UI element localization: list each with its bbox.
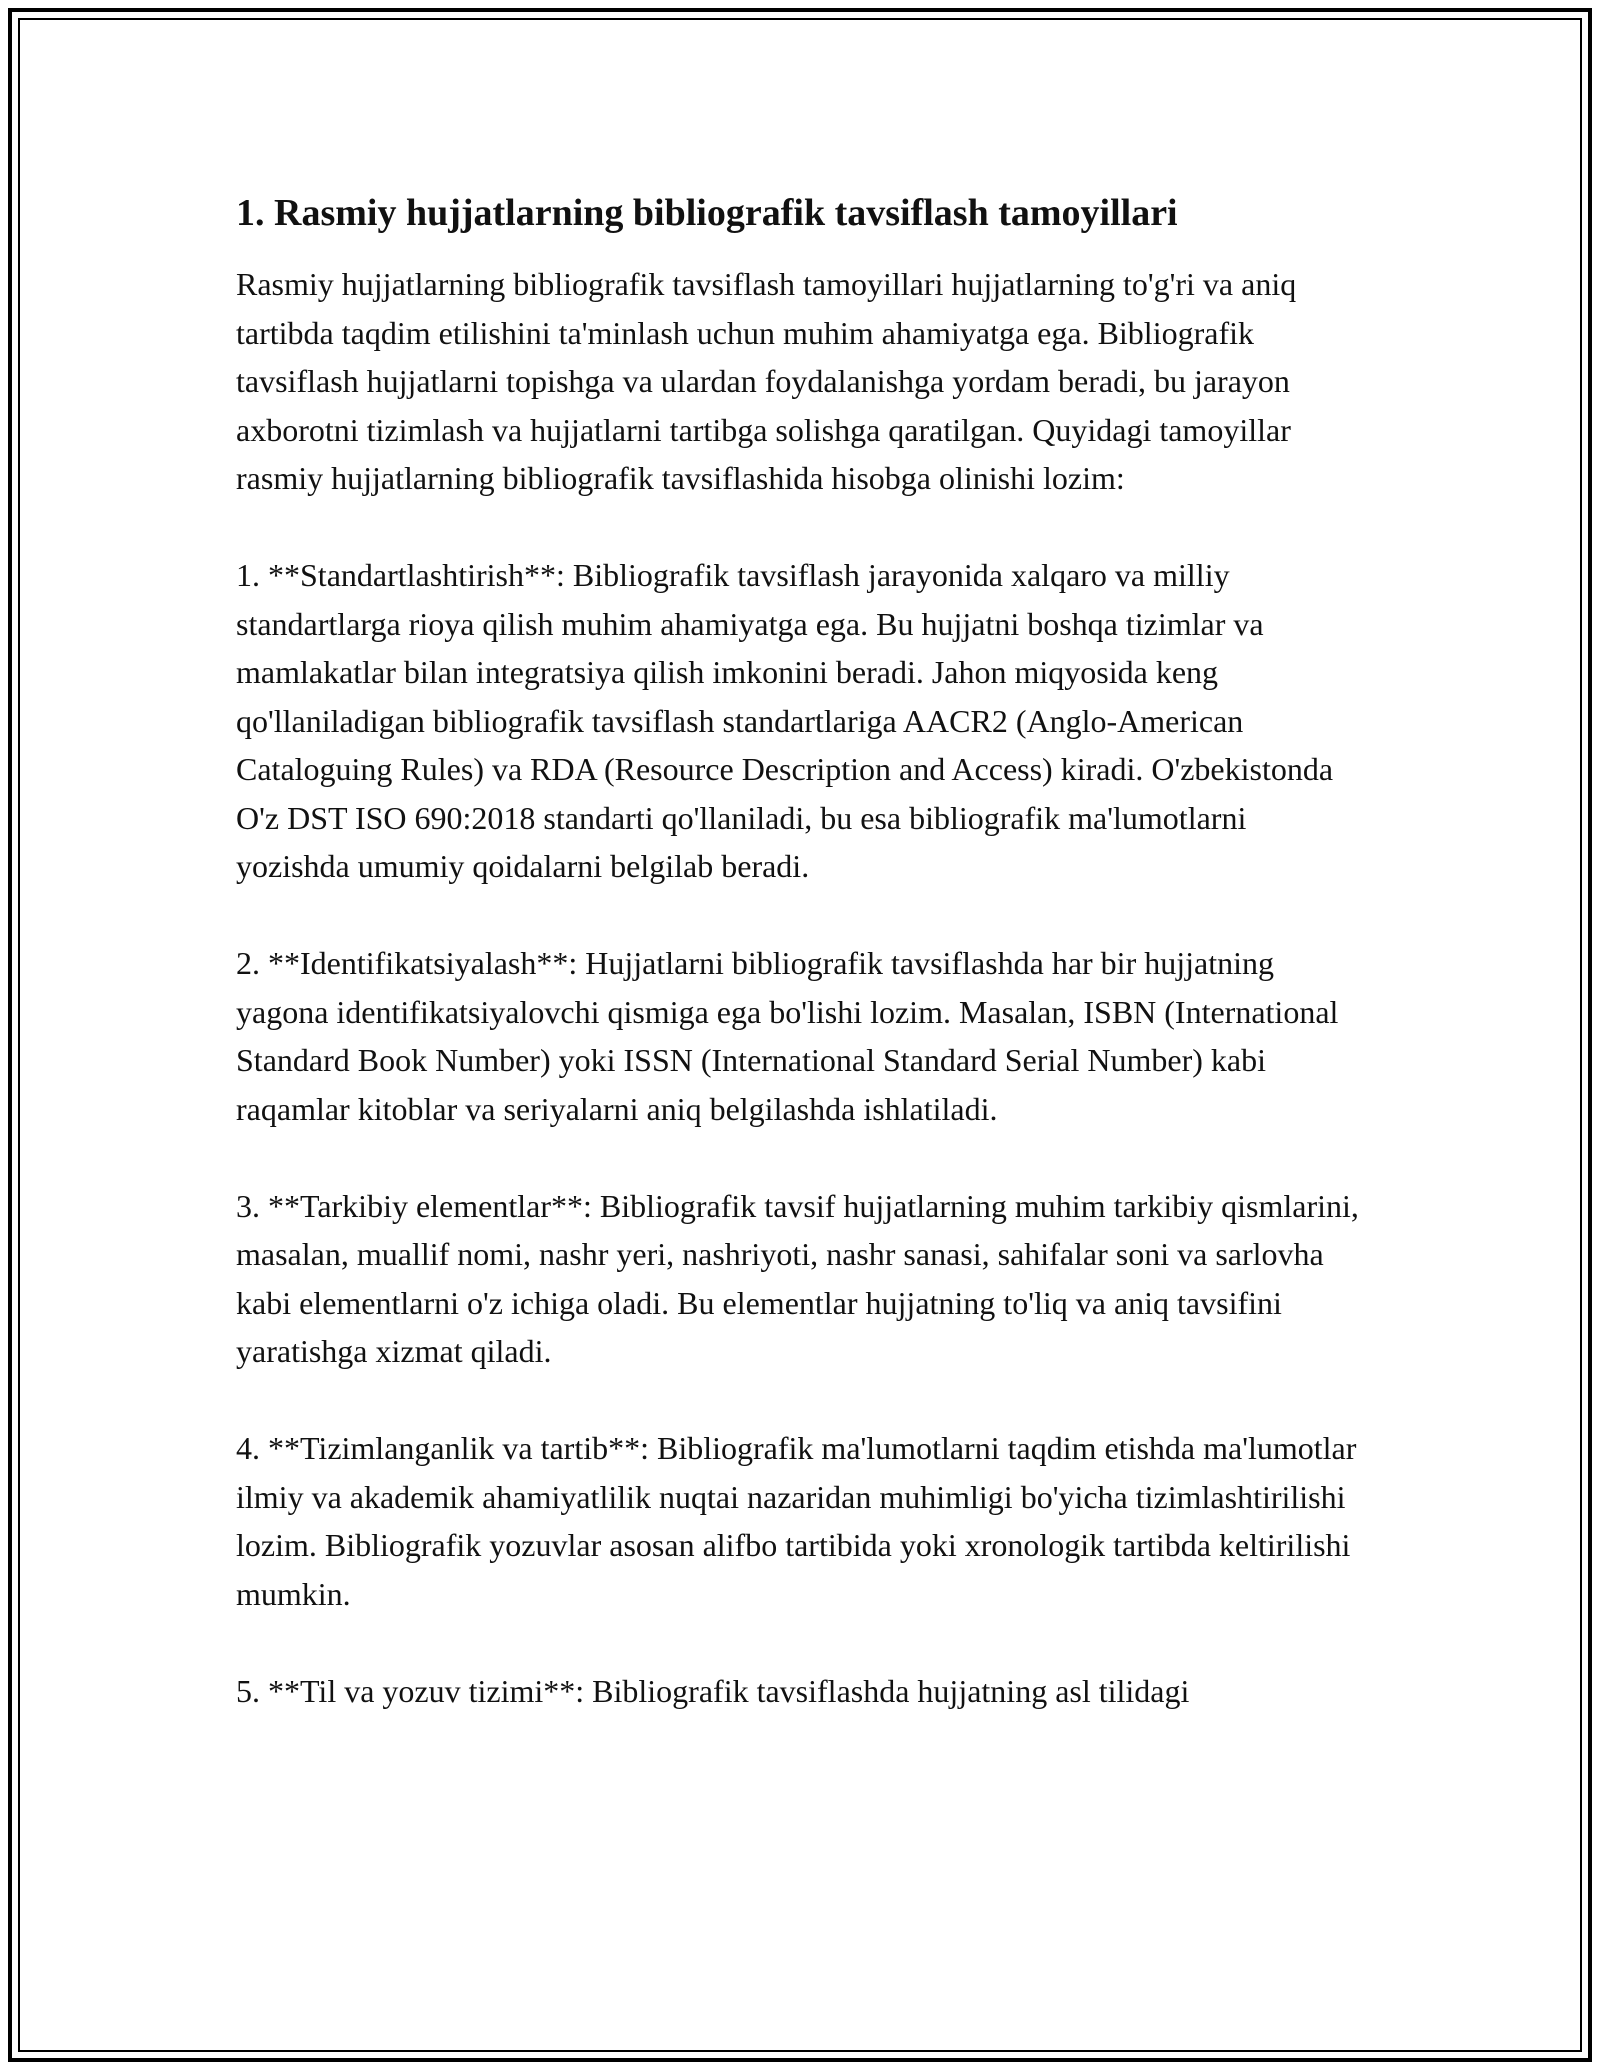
document-body	[236, 188, 1366, 1764]
principle-2-paragraph: 2. **Identifikatsiyalash**: Hujjatlarni bibliografik tavsiflashda har bir hujjatning yagona identifikatsiyalovchi qismiga ega bo'lishi lozim. Masalan, ISBN (International Standard Book Number) yoki ISSN (International Standard Serial Number) kabi raqamlar kitoblar va seriyalarni aniq belgilashda ishlatiladi.	[236, 945, 1339, 1127]
page-title: 1. Rasmiy hujjatlarning bibliografik tavsiflash tamoyillari	[236, 192, 1178, 234]
principle-3-paragraph: 3. **Tarkibiy elementlar**: Bibliografik tavsif hujjatlarning muhim tarkibiy qismlarini, masalan, muallif nomi, nashr yeri, nashriyoti, nashr sanasi, sahifalar soni va sarlovha kabi elementlarni o'z ichiga oladi. Bu elementlar hujjatning to'liq va aniq tavsifini yaratishga xizmat qiladi.	[236, 1187, 1359, 1369]
intro-paragraph: Rasmiy hujjatlarning bibliografik tavsiflash tamoyillari hujjatlarning to'g'ri va aniq tartibda taqdim etilishini ta'minlash uchun muhim ahamiyatga ega. Bibliografik tavsiflash hujjatlarni topishga va ulardan foydalanishga yordam beradi, bu jarayon axborotni tizimlash va hujjatlarni tartibga solishga qaratilgan. Quyidagi tamoyillar rasmiy hujjatlarning bibliografik tavsiflashida hisobga olinishi lozim:	[236, 266, 1297, 496]
principle-4-paragraph: 4. **Tizimlanganlik va tartib**: Bibliografik ma'lumotlarni taqdim etishda ma'lumotlar ilmiy va akademik ahamiyatlilik nuqtai nazaridan muhimligi bo'yicha tizimlashtirilishi lozim. Bibliografik yozuvlar asosan alifbo tartibida yoki xronologik tartibda keltirilishi mumkin.	[236, 1430, 1357, 1612]
principle-1-paragraph: 1. **Standartlashtirish**: Bibliografik tavsiflash jarayonida xalqaro va milliy standartlarga rioya qilish muhim ahamiyatga ega. Bu hujjatni boshqa tizimlar va mamlakatlar bilan integratsiya qilish imkonini beradi. Jahon miqyosida keng qo'llaniladigan bibliografik tavsiflash standartlariga AACR2 (Anglo-American Cataloguing Rules) va RDA (Resource Description and Access) kiradi. O'zbekistonda O'z DST ISO 690:2018 standarti qo'llaniladi, bu esa bibliografik ma'lumotlarni yozishda umumiy qoidalarni belgilab beradi.	[236, 557, 1334, 884]
principle-5-paragraph: 5. **Til va yozuv tizimi**: Bibliografik tavsiflashda hujjatning asl tilidagi	[236, 1672, 1190, 1709]
